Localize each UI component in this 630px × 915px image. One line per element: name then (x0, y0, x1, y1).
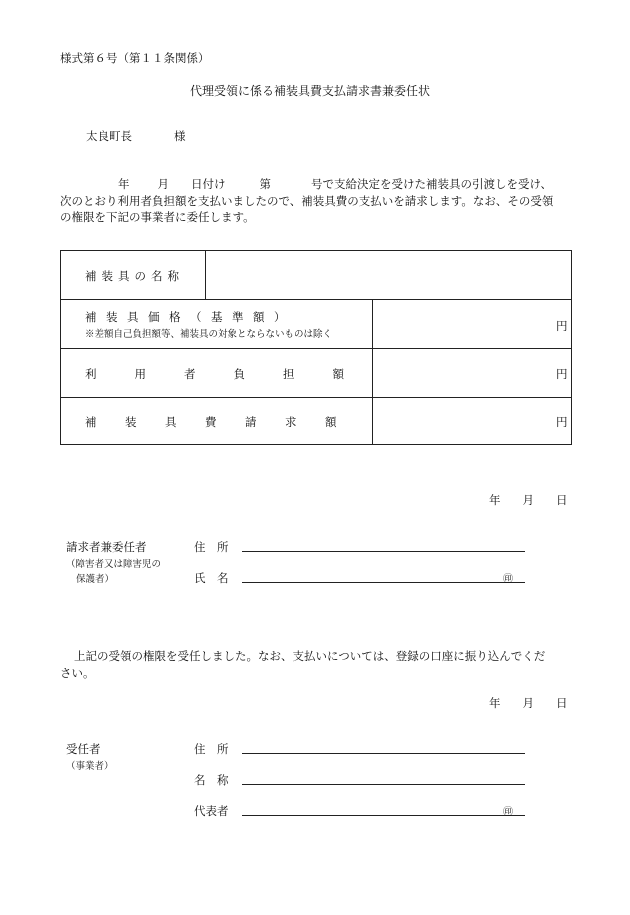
date-line-2 (489, 695, 568, 711)
addressee-honorific: 様 (174, 129, 186, 143)
date-day: 日 (556, 493, 568, 507)
claim-yen: 円 (556, 415, 568, 429)
claimant-name-label: 氏 名 (194, 571, 229, 585)
acceptance-line-1: 上記の受領の権限を受任しました。なお、支払いについては、登録の口座に振り込んでくだ (74, 649, 546, 663)
agent-rep-field[interactable] (242, 815, 525, 816)
agent-seal-icon: ㊞ (503, 807, 513, 818)
intro-dated: 日付け (191, 177, 226, 191)
date-line (489, 492, 568, 508)
form-number: 様式第６号（第１１条関係） (60, 51, 210, 65)
agent-rep-label: 代表者 (194, 804, 229, 818)
addressee-name: 太良町長 (86, 129, 132, 143)
date2-year: 年 (489, 696, 501, 710)
addressee (86, 128, 186, 144)
table-row (61, 348, 571, 349)
claimant-address-label: 住 所 (194, 540, 229, 554)
acceptance-line-2: さい。 (60, 666, 95, 680)
agent-label: 受任者 (66, 742, 101, 756)
date2-month: 月 (522, 696, 534, 710)
agent-name-label: 名 称 (194, 773, 229, 787)
intro-month: 月 (157, 177, 169, 191)
agent-name-field[interactable] (242, 784, 525, 785)
intro-dai: 第 (259, 177, 271, 191)
device-name-label: 補装具の名称 (85, 269, 184, 283)
user-burden-label: 利用者負担額 (85, 367, 382, 381)
intro-line-3: の権限を下記の事業者に委任します。 (60, 210, 255, 224)
intro-line1-rest: 号で支給決定を受けた補装具の引渡しを受け、 (311, 177, 553, 191)
claimant-note-2: 保護者） (76, 574, 115, 585)
price-label: 補装具価格（基準額） (85, 310, 295, 324)
price-yen: 円 (556, 319, 568, 333)
intro-year: 年 (118, 177, 130, 191)
intro-line-2: 次のとおり利用者負担額を支払いましたので、補装具費の支払いを請求します。なお、その受領 (60, 194, 554, 208)
user-burden-yen: 円 (556, 367, 568, 381)
date-year: 年 (489, 493, 501, 507)
agent-address-field[interactable] (242, 753, 525, 754)
price-note: ※差額自己負担額等、補装具の対象とならないものは除く (85, 329, 333, 340)
table-row (61, 299, 571, 300)
date-month: 月 (522, 493, 534, 507)
claimant-name-field[interactable] (242, 582, 525, 583)
claimant-label: 請求者兼委任者 (66, 540, 147, 554)
claim-label: 補装具費請求額 (85, 415, 365, 429)
table-row (61, 397, 571, 398)
agent-address-label: 住 所 (194, 742, 229, 756)
claimant-note-1: （障害者又は障害児の (66, 559, 162, 570)
claimant-seal-icon: ㊞ (503, 574, 513, 585)
date2-day: 日 (556, 696, 568, 710)
table-divider (205, 251, 206, 299)
intro-line-1 (60, 176, 552, 192)
claim-table (60, 250, 572, 445)
agent-note: （事業者） (66, 761, 114, 772)
form-title: 代理受領に係る補装具費支払請求書兼委任状 (190, 84, 431, 98)
claimant-address-field[interactable] (242, 551, 525, 552)
